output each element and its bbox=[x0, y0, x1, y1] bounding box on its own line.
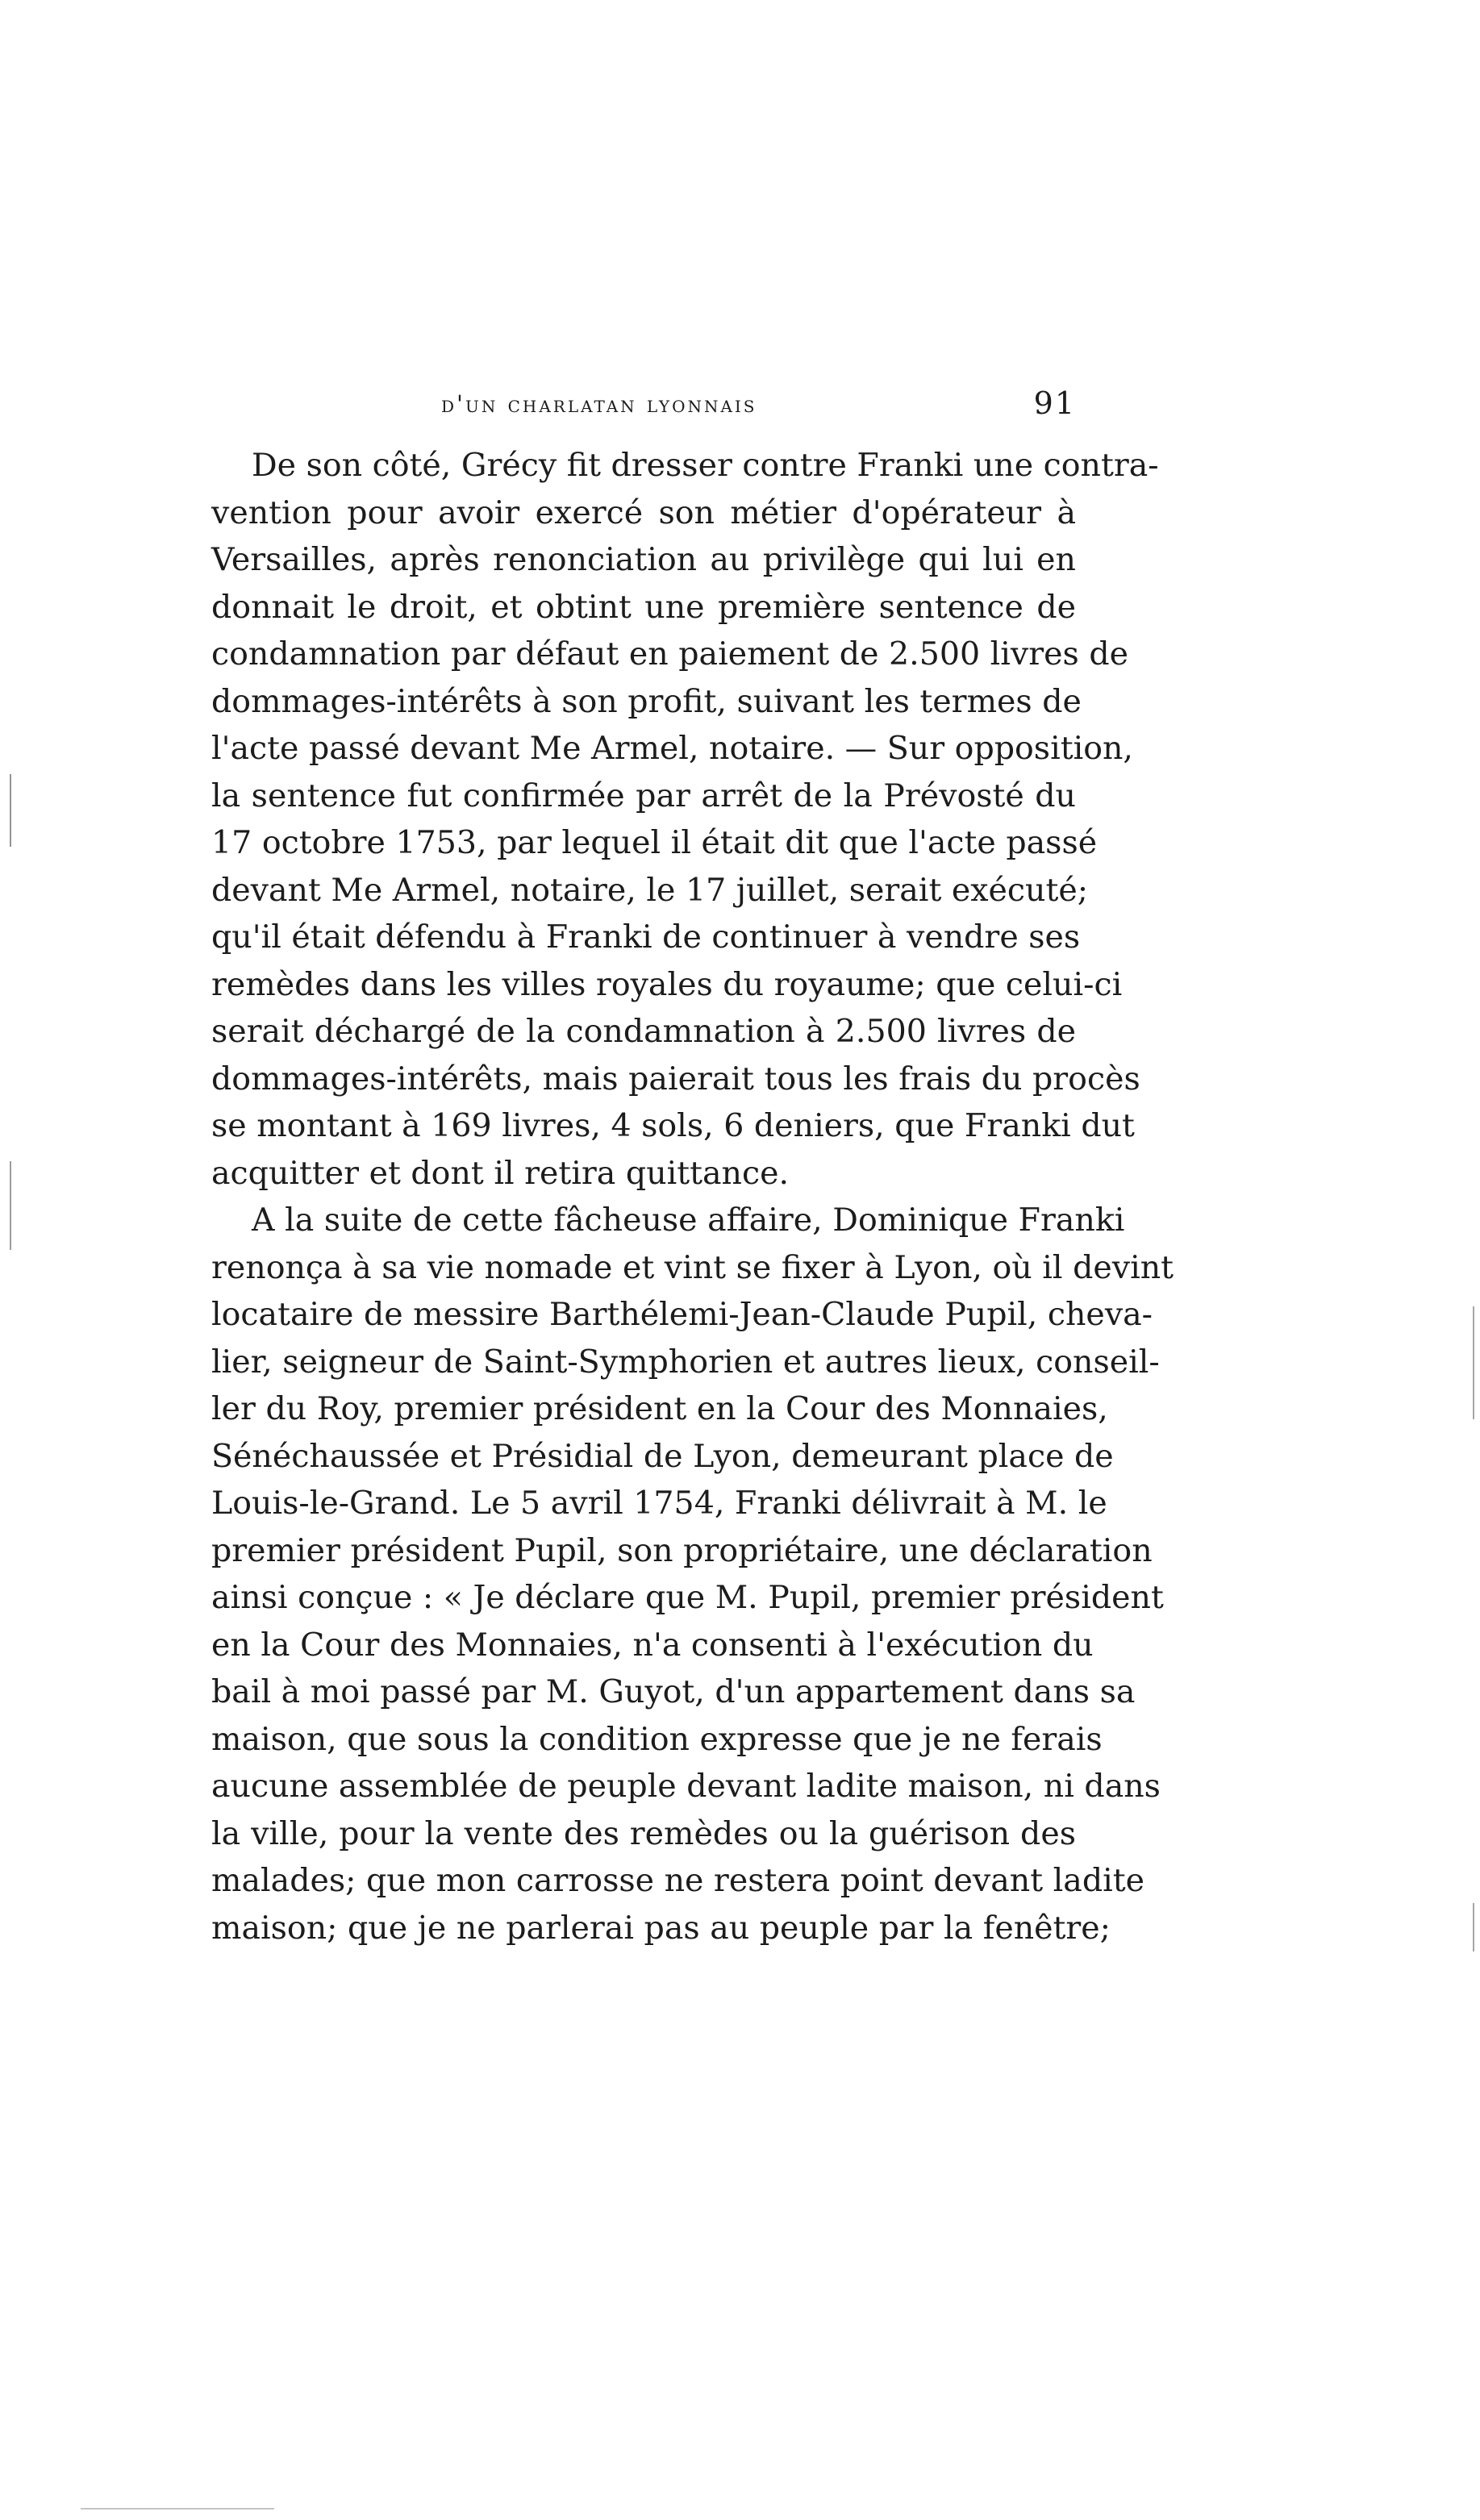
text-line: ler du Roy, premier président en la Cour des Monnaies, bbox=[211, 1390, 1108, 1427]
text-line: malades; que mon carrosse ne restera point devant ladite bbox=[211, 1862, 1145, 1899]
text-line: locataire de messire Barthélemi-Jean-Claude Pupil, cheva- bbox=[211, 1296, 1153, 1333]
text-line: en la Cour des Monnaies, n'a consenti à l'exécution du bbox=[211, 1626, 1094, 1664]
scan-mark bbox=[81, 2508, 274, 2510]
text-line: aucune assemblée de peuple devant ladite maison, ni dans bbox=[211, 1768, 1161, 1805]
text-line: 17 octobre 1753, par lequel il était dit que l'acte passé bbox=[211, 824, 1098, 861]
text-line: Sénéchaussée et Présidial de Lyon, demeurant place de bbox=[211, 1437, 1114, 1475]
scan-mark bbox=[1473, 1903, 1474, 1951]
text-line: qu'il était défendu à Franki de continuer à vendre ses bbox=[211, 918, 1081, 956]
text-line: lier, seigneur de Saint-Symphorien et autres lieux, conseil- bbox=[211, 1343, 1160, 1381]
text-line: devant Me Armel, notaire, le 17 juillet, serait exécuté; bbox=[211, 871, 1089, 909]
page-header bbox=[211, 385, 1076, 434]
text-line: renonça à sa vie nomade et vint se fixer à Lyon, où il devint bbox=[211, 1248, 1174, 1286]
text-line: la sentence fut confirmée par arrêt de la Prévosté du bbox=[211, 777, 1076, 814]
text-line: donnait le droit, et obtint une première sentence de bbox=[211, 588, 1076, 626]
text-line: ainsi conçue : « Je déclare que M. Pupil, premier président bbox=[211, 1579, 1164, 1616]
text-line: premier président Pupil, son propriétaire, une déclaration bbox=[211, 1531, 1153, 1569]
text-line: acquitter et dont il retira quittance. bbox=[211, 1154, 790, 1192]
text-line: De son côté, Grécy fit dresser contre Franki une contra- bbox=[252, 447, 1159, 484]
text-line: se montant à 169 livres, 4 sols, 6 deniers, que Franki dut bbox=[211, 1107, 1135, 1144]
text-line: l'acte passé devant Me Armel, notaire. — Sur opposition, bbox=[211, 730, 1133, 767]
text-line: remèdes dans les villes royales du royaume; que celui-ci bbox=[211, 965, 1123, 1003]
text-line: maison, que sous la condition expresse que je ne ferais bbox=[211, 1720, 1103, 1758]
paragraph-2 bbox=[211, 1197, 1174, 1951]
scan-mark bbox=[1473, 1306, 1474, 1419]
running-title: d'un charlatan lyonnais bbox=[441, 390, 757, 418]
text-line: vention pour avoir exercé son métier d'opérateur à bbox=[211, 494, 1076, 531]
text-line: serait déchargé de la condamnation à 2.500 livres de bbox=[211, 1013, 1076, 1050]
scan-mark bbox=[10, 1161, 11, 1250]
page-number: 91 bbox=[1033, 385, 1076, 421]
text-line: dommages-intérêts à son profit, suivant les termes de bbox=[211, 682, 1082, 720]
text-line: la ville, pour la vente des remèdes ou la guérison des bbox=[211, 1814, 1076, 1852]
paragraph-1 bbox=[211, 442, 1159, 1197]
text-line: bail à moi passé par M. Guyot, d'un appartement dans sa bbox=[211, 1673, 1136, 1710]
body-text bbox=[211, 442, 1174, 1951]
text-line: Versailles, après renonciation au privilège qui lui en bbox=[211, 541, 1076, 578]
text-line: maison; que je ne parlerai pas au peuple par la fenêtre; bbox=[211, 1909, 1111, 1947]
text-line: dommages-intérêts, mais paierait tous les frais du procès bbox=[211, 1060, 1140, 1098]
text-line: condamnation par défaut en paiement de 2.500 livres de bbox=[211, 635, 1128, 673]
text-line: A la suite de cette fâcheuse affaire, Dominique Franki bbox=[252, 1202, 1125, 1239]
text-line: Louis-le-Grand. Le 5 avril 1754, Franki délivrait à M. le bbox=[211, 1485, 1107, 1522]
scan-mark bbox=[10, 774, 11, 847]
